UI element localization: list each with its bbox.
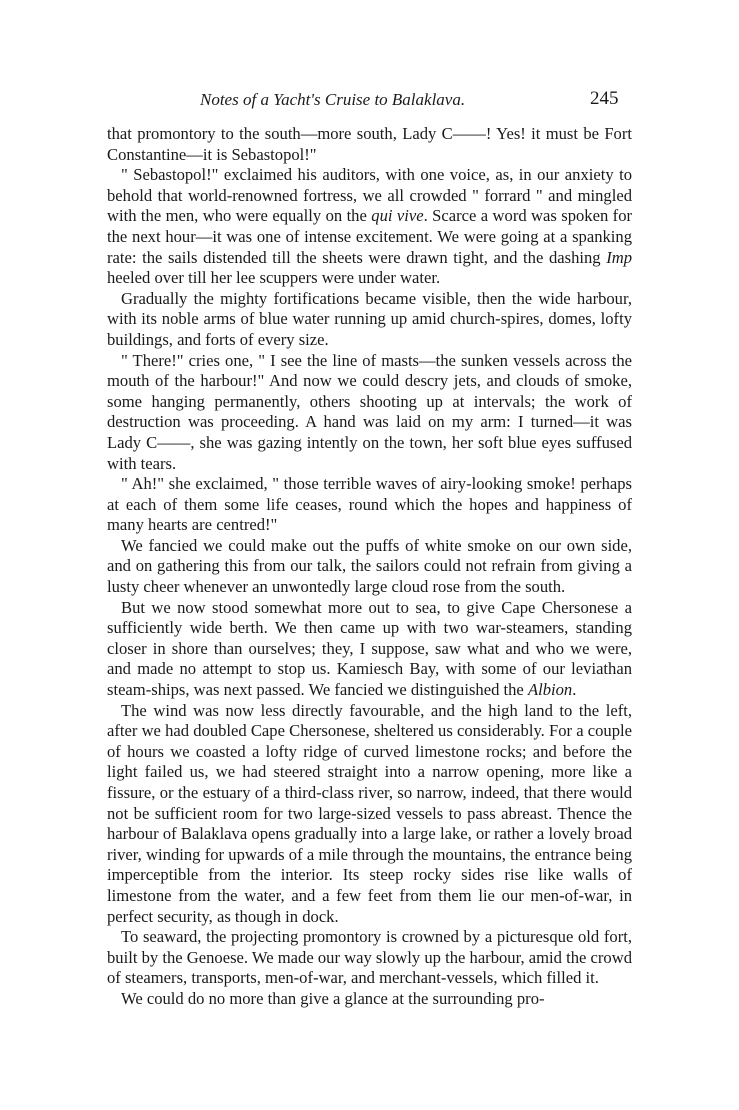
italic-phrase: qui vive — [371, 206, 424, 226]
paragraph: Gradually the mighty fortifications became visible, then the wide harbour, with its noble arms of blue water running up amid church-spires, domes, lofty buildings, and forts of every size. — [107, 288, 632, 349]
paragraph: " Sebastopol!" exclaimed his auditors, with one voice, as, in our anxiety to behold that world-renowned fortress, we all crowded " forrard " and mingled with the men, who were equally on the qui vive. Scarce a word was spoken for the next hour—it was one of intense excitement. We were going at a spanking rate: the sails distended till the sheets were drawn tight, and the dashing Imp heeled over till her lee scuppers were under water. — [107, 165, 633, 288]
page-number: 245 — [590, 88, 619, 109]
paragraph: " Ah!" she exclaimed, " those terrible waves of airy-looking smoke! perhaps at each of them some life ceases, round which the hopes and happiness of many hearts are centred!" — [107, 474, 632, 535]
paragraph: " There!" cries one, " I see the line of masts—the sunken vessels across the mouth of the harbour!" And now we could descry jets, and clouds of smoke, some hanging permanently, others shooting up at intervals; the work of destruction was proceeding. A hand was laid on my arm: I turned—it was Lady C——, she was gazing intently on the town, her soft blue eyes suffused with tears. — [107, 350, 632, 473]
paragraph: that promontory to the south—more south, Lady C——! Yes! it must be Fort Constantine—it is Sebastopol!" — [107, 124, 632, 164]
paragraph: We fancied we could make out the puffs of white smoke on our own side, and on gathering this from our talk, the sailors could not refrain from giving a lusty cheer whenever an unwontedly large cloud rose from the south. — [107, 535, 632, 597]
paragraph: We could do no more than give a glance at the surrounding pro- — [121, 988, 545, 1008]
paragraph: To seaward, the projecting promontory is crowned by a picturesque old fort, built by the Genoese. We made our way slowly up the harbour, amid the crowd of steamers, transports, men-of-war, and merchant-vessels, which filled it. — [107, 927, 632, 988]
paragraph: The wind was now less directly favourable, and the high land to the left, after we had doubled Cape Chersonese, sheltered us considerably. For a couple of hours we coasted a lofty ridge of curved limestone rocks; and before the light failed us, we had steered straight into a narrow opening, more like a fissure, or the estuary of a third-class river, so narrow, indeed, that there would not be sufficient room for two large-sized vessels to pass abreast. Thence the harbour of Balaklava opens gradually into a large lake, or rather a lovely broad river, winding for upwards of a mile through the mountains, the entrance being imperceptible from the interior. Its steep rocky sides rise like walls of limestone from the water, and a few feet from them lie our men-of-war, in perfect security, as though in dock. — [107, 700, 632, 926]
running-title: Notes of a Yacht's Cruise to Balaklava. — [200, 90, 466, 109]
paragraph: But we now stood somewhat more out to sea, to give Cape Chersonese a sufficiently wide berth. We then came up with two war-steamers, standing closer in shore than ourselves; they, I suppose, saw what and who we were, and made no attempt to stop us. Kamiesch Bay, with some of our leviathan steam-ships, was next passed. We fancied we distinguished the Albion. — [107, 597, 632, 700]
italic-ship-name: Albion — [527, 680, 573, 700]
italic-ship-name: Imp — [606, 247, 632, 267]
body-text — [107, 124, 632, 1010]
